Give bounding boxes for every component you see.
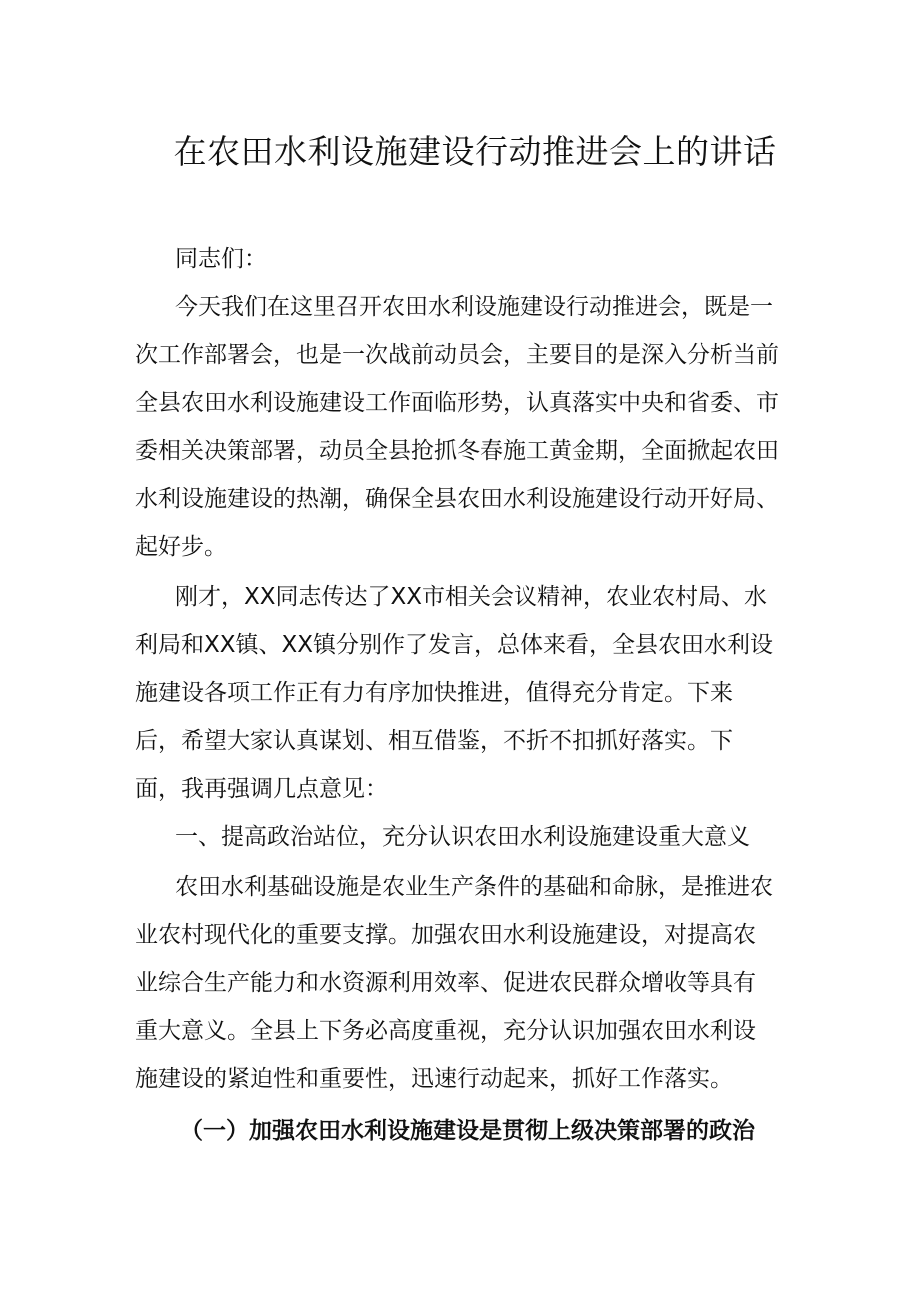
paragraph-1-line-4: 委相关决策部署，动员全县抢抓冬春施工黄金期，全面掀起农田 [135,438,779,464]
greeting: 同志们： [175,246,267,272]
paragraph-3-line-4: 重大意义。全县上下务必高度重视，充分认识加强农田水利设 [135,1018,756,1044]
paragraph-1-line-1: 今天我们在这里召开农田水利设施建设行动推进会，既是一 [175,294,773,320]
paragraph-2-line-2: 利局和XX镇、XX镇分别作了发言，总体来看，全县农田水利设 [135,632,774,658]
paragraph-3-line-2: 业农村现代化的重要支撑。加强农田水利设施建设，对提高农 [135,922,756,948]
paragraph-2-line-3: 施建设各项工作正有力有序加快推进，值得充分肯定。下来 [135,680,733,706]
subsection-1-heading: （一）加强农田水利设施建设是贯彻上级决策部署的政治 [180,1118,755,1144]
paragraph-3-line-1: 农田水利基础设施是农业生产条件的基础和命脉，是推进农 [175,874,773,900]
paragraph-2-line-1: 刚才，XX同志传达了XX市相关会议精神，农业农村局、水 [175,584,768,610]
paragraph-1-line-3: 全县农田水利设施建设工作面临形势，认真落实中央和省委、市 [135,390,779,416]
paragraph-1-line-2: 次工作部署会，也是一次战前动员会，主要目的是深入分析当前 [135,342,779,368]
document-title: 在农田水利设施建设行动推进会上的讲话 [173,132,777,171]
paragraph-1-line-5: 水利设施建设的热潮，确保全县农田水利设施建设行动开好局、 [135,486,779,512]
paragraph-2-line-5: 面，我再强调几点意见： [135,776,388,802]
paragraph-2-line-4: 后，希望大家认真谋划、相互借鉴，不折不扣抓好落实。下 [135,728,733,754]
paragraph-1-line-6: 起好步。 [135,534,227,560]
section-1-heading: 一、提高政治站位，充分认识农田水利设施建设重大意义 [175,824,750,850]
paragraph-3-line-3: 业综合生产能力和水资源利用效率、促进农民群众增收等具有 [135,970,756,996]
paragraph-3-line-5: 施建设的紧迫性和重要性，迅速行动起来，抓好工作落实。 [135,1066,733,1092]
